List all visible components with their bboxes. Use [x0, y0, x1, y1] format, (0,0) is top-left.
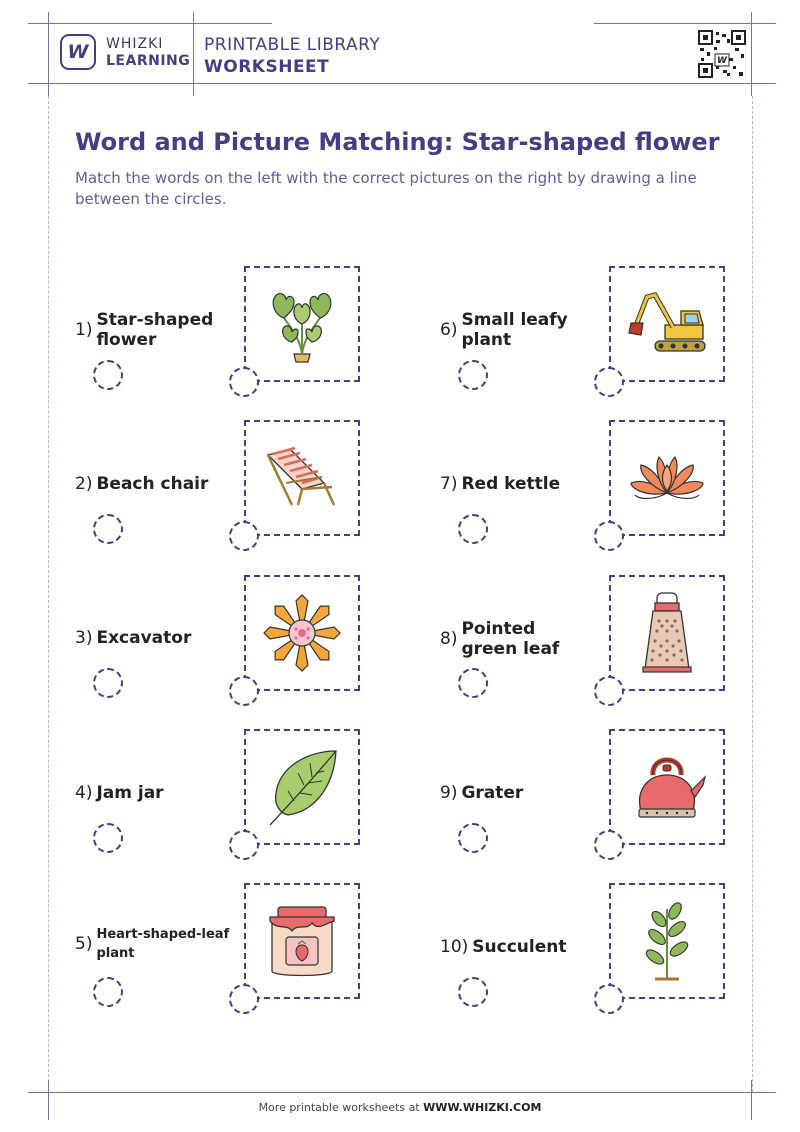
heart-leaf-plant-icon	[262, 284, 342, 364]
word-label: Beach chair	[96, 474, 209, 494]
word-number: 2)	[75, 474, 93, 494]
word-label: Heart-shaped-leaf plant	[96, 927, 230, 961]
word-number: 6)	[440, 320, 458, 340]
picture-circle-7[interactable]	[594, 521, 624, 551]
picture-box-7	[609, 420, 725, 536]
beach-chair-icon	[262, 443, 342, 513]
word-item-1	[75, 310, 236, 350]
word-item-2	[75, 474, 208, 494]
picture-circle-4[interactable]	[229, 830, 259, 860]
word-circle-6[interactable]	[458, 360, 488, 390]
footer-link[interactable]: WWW.WHIZKI.COM	[423, 1101, 542, 1114]
word-number: 5)	[75, 934, 93, 954]
word-item-5	[75, 925, 236, 963]
word-label: Succulent	[472, 937, 567, 957]
library-label: PRINTABLE LIBRARY	[204, 35, 381, 55]
star-flower-icon	[262, 593, 342, 673]
word-item-10	[440, 937, 566, 957]
page-title: Word and Picture Matching: Star-shaped flower	[75, 128, 720, 156]
picture-box-3	[244, 575, 360, 691]
picture-box-8	[609, 575, 725, 691]
word-item-8	[440, 619, 571, 659]
word-item-3	[75, 628, 191, 648]
picture-circle-10[interactable]	[594, 984, 624, 1014]
footer-text	[0, 1101, 800, 1114]
word-number: 4)	[75, 783, 93, 803]
word-circle-10[interactable]	[458, 977, 488, 1007]
footer-rule	[28, 1092, 776, 1093]
word-number: 3)	[75, 628, 93, 648]
picture-box-5	[244, 883, 360, 999]
brand-name: WHIZKI	[106, 36, 164, 52]
picture-circle-5[interactable]	[229, 984, 259, 1014]
header-rule-bottom	[28, 83, 776, 84]
picture-box-4	[244, 729, 360, 845]
word-circle-1[interactable]	[93, 360, 123, 390]
pointed-leaf-icon	[260, 745, 344, 829]
footer-divider-right	[751, 1080, 752, 1120]
succulent-icon	[627, 443, 707, 513]
picture-box-1	[244, 266, 360, 382]
footer-divider-left	[48, 1080, 49, 1120]
instructions: Match the words on the left with the correct pictures on the right by drawing a line between the circles.	[75, 169, 697, 208]
whizki-logo-icon: W	[60, 34, 96, 70]
word-circle-9[interactable]	[458, 823, 488, 853]
word-label: Jam jar	[96, 783, 164, 803]
header-rule-top-right	[594, 23, 776, 24]
word-label: Small leafy plant	[461, 310, 568, 350]
picture-box-6	[609, 266, 725, 382]
word-number: 1)	[75, 320, 93, 340]
picture-box-9	[609, 729, 725, 845]
footer-prefix: More printable worksheets at	[258, 1101, 424, 1114]
word-item-9	[440, 783, 523, 803]
word-label: Grater	[461, 783, 524, 803]
picture-circle-6[interactable]	[594, 367, 624, 397]
word-number: 10)	[440, 937, 469, 957]
word-circle-3[interactable]	[93, 668, 123, 698]
word-circle-5[interactable]	[93, 977, 123, 1007]
header-rule-top-left	[28, 23, 272, 24]
brand-subname: LEARNING	[106, 53, 191, 69]
header-divider-left	[48, 12, 49, 96]
word-label: Red kettle	[461, 474, 561, 494]
qr-code-icon[interactable]	[698, 30, 746, 78]
picture-circle-8[interactable]	[594, 676, 624, 706]
small-leafy-plant-icon	[637, 899, 697, 983]
red-kettle-icon	[625, 745, 709, 829]
word-label: Star-shaped flower	[96, 310, 214, 350]
word-number: 7)	[440, 474, 458, 494]
header-divider-mid	[193, 12, 194, 96]
picture-circle-2[interactable]	[229, 521, 259, 551]
picture-circle-9[interactable]	[594, 830, 624, 860]
picture-circle-1[interactable]	[229, 367, 259, 397]
word-label: Excavator	[96, 628, 192, 648]
word-number: 9)	[440, 783, 458, 803]
word-circle-4[interactable]	[93, 823, 123, 853]
word-circle-8[interactable]	[458, 668, 488, 698]
word-circle-2[interactable]	[93, 514, 123, 544]
grater-icon	[637, 591, 697, 675]
word-item-7	[440, 474, 560, 494]
svg-text:W: W	[717, 56, 727, 66]
header-divider-right	[751, 12, 752, 96]
word-item-6	[440, 310, 581, 350]
picture-circle-3[interactable]	[229, 676, 259, 706]
picture-box-2	[244, 420, 360, 536]
excavator-icon	[625, 289, 709, 359]
jam-jar-icon	[264, 901, 340, 981]
word-circle-7[interactable]	[458, 514, 488, 544]
word-number: 8)	[440, 629, 458, 649]
word-item-4	[75, 783, 164, 803]
worksheet-label: WORKSHEET	[204, 57, 330, 77]
word-label: Pointed green leaf	[461, 619, 560, 659]
picture-box-10	[609, 883, 725, 999]
